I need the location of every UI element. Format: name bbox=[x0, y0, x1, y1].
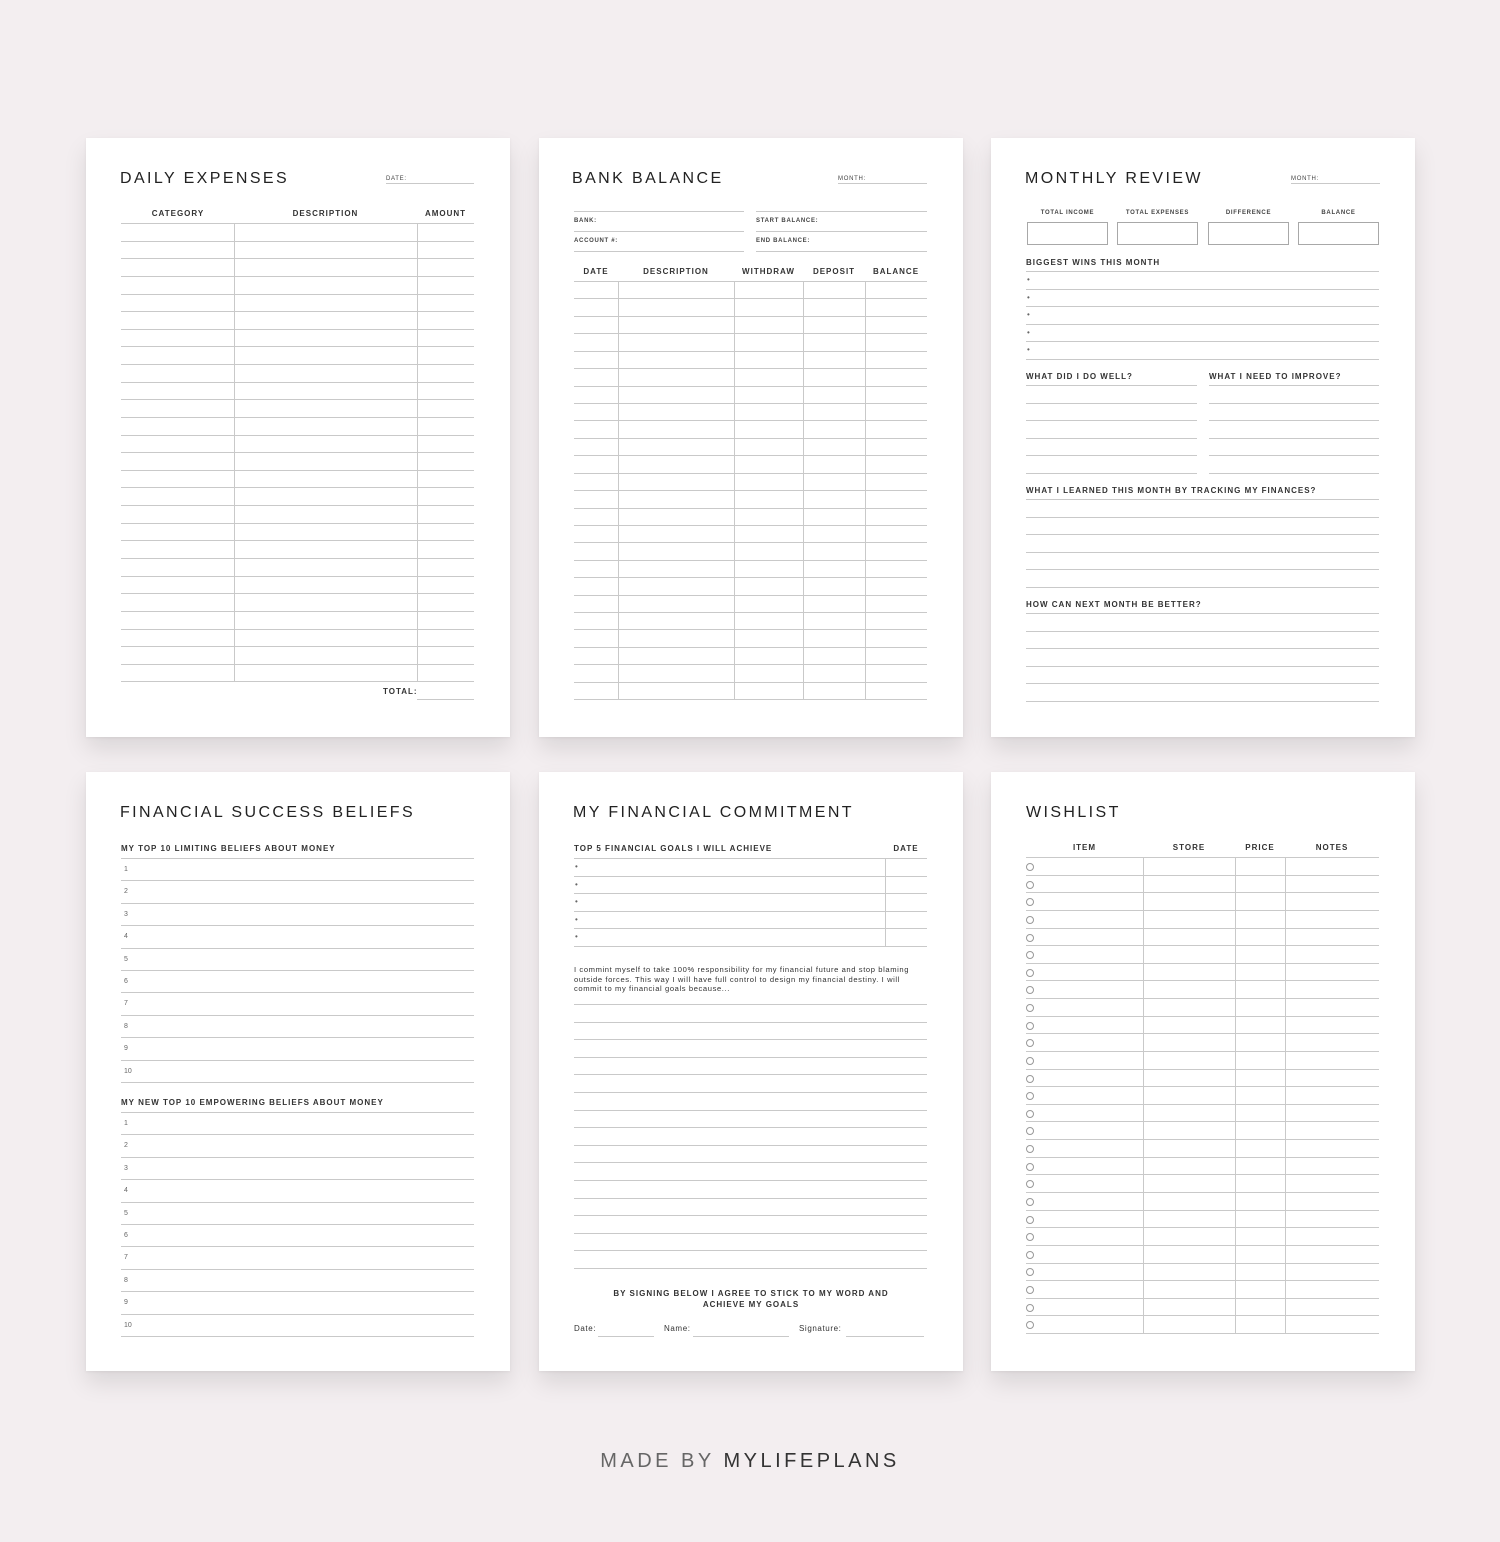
month-label: MONTH: bbox=[1291, 176, 1319, 182]
wishlist-row-line[interactable] bbox=[1026, 1263, 1379, 1264]
win-line[interactable] bbox=[1026, 359, 1379, 360]
wishlist-row-line[interactable] bbox=[1026, 1192, 1379, 1193]
checkbox-circle[interactable] bbox=[1026, 1251, 1034, 1259]
belief-number: 1 bbox=[124, 866, 128, 873]
belief-number: 8 bbox=[124, 1276, 128, 1284]
column-divider bbox=[417, 223, 418, 681]
table-row-line[interactable] bbox=[574, 298, 927, 299]
column-header-description: DESCRIPTION bbox=[292, 209, 359, 218]
belief-number: 6 bbox=[124, 1232, 128, 1239]
goal-bullet: • bbox=[575, 932, 578, 942]
footer-brand: MYLIFEPLANS bbox=[723, 1450, 900, 1472]
next-month-label: HOW CAN NEXT MONTH BE BETTER? bbox=[1026, 600, 1202, 609]
date-field-label: Date: bbox=[574, 1324, 597, 1333]
belief-number: 6 bbox=[124, 978, 128, 985]
signature-line[interactable] bbox=[846, 1336, 924, 1337]
date-signature-line[interactable] bbox=[598, 1336, 654, 1337]
divider bbox=[574, 211, 744, 212]
checkbox-circle[interactable] bbox=[1026, 1004, 1034, 1012]
table-row-line[interactable] bbox=[574, 699, 927, 700]
table-row-line[interactable] bbox=[121, 399, 474, 400]
wishlist-row-line[interactable] bbox=[1026, 1210, 1379, 1211]
month-line[interactable] bbox=[1291, 183, 1380, 184]
difference-box[interactable] bbox=[1208, 222, 1289, 245]
goal-line[interactable] bbox=[574, 858, 927, 859]
commitment-line[interactable] bbox=[574, 1110, 927, 1111]
commitment-line[interactable] bbox=[574, 1180, 927, 1181]
win-bullet: • bbox=[1027, 292, 1030, 302]
checkbox-circle[interactable] bbox=[1026, 1039, 1034, 1047]
total-label: TOTAL: bbox=[383, 687, 418, 696]
belief-line[interactable] bbox=[121, 1269, 474, 1270]
table-row-line[interactable] bbox=[121, 346, 474, 347]
column-header-amount: AMOUNT bbox=[424, 209, 467, 218]
wishlist-row-line[interactable] bbox=[1026, 857, 1379, 858]
belief-line[interactable] bbox=[121, 880, 474, 881]
table-row-line[interactable] bbox=[121, 629, 474, 630]
commitment-line[interactable] bbox=[574, 1145, 927, 1146]
win-bullet: • bbox=[1027, 327, 1030, 337]
win-line[interactable] bbox=[1026, 324, 1379, 325]
commitment-line[interactable] bbox=[574, 1162, 927, 1163]
checkbox-circle[interactable] bbox=[1026, 863, 1034, 871]
next-month-line[interactable] bbox=[1026, 666, 1379, 667]
checkbox-circle[interactable] bbox=[1026, 1022, 1034, 1030]
belief-line[interactable] bbox=[121, 1224, 474, 1225]
column-header-description: DESCRIPTION bbox=[643, 267, 709, 276]
table-row-line[interactable] bbox=[574, 490, 927, 491]
commitment-line[interactable] bbox=[574, 1198, 927, 1199]
column-divider bbox=[234, 223, 235, 681]
belief-line[interactable] bbox=[121, 1015, 474, 1016]
commitment-line[interactable] bbox=[574, 1092, 927, 1093]
table-row-line[interactable] bbox=[121, 241, 474, 242]
wishlist-row-line[interactable] bbox=[1026, 928, 1379, 929]
belief-line[interactable] bbox=[121, 1314, 474, 1315]
table-row-line[interactable] bbox=[121, 540, 474, 541]
page-title: MONTHLY REVIEW bbox=[1025, 170, 1203, 187]
monthly-review-page bbox=[991, 138, 1415, 737]
belief-number: 9 bbox=[124, 1299, 128, 1307]
win-line[interactable] bbox=[1026, 341, 1379, 342]
table-row-line[interactable] bbox=[121, 435, 474, 436]
start-balance-line[interactable] bbox=[756, 231, 927, 232]
wishlist-row-line[interactable] bbox=[1026, 1245, 1379, 1246]
table-row-line[interactable] bbox=[574, 473, 927, 474]
column-header-price: PRICE bbox=[1245, 843, 1275, 852]
checkbox-circle[interactable] bbox=[1026, 969, 1034, 977]
wishlist-row-line[interactable] bbox=[1026, 910, 1379, 911]
wishlist-row-line[interactable] bbox=[1026, 1016, 1379, 1017]
did-well-line[interactable] bbox=[1026, 420, 1197, 421]
checkbox-circle[interactable] bbox=[1026, 916, 1034, 924]
belief-number: 4 bbox=[124, 1187, 128, 1195]
table-row-line[interactable] bbox=[121, 417, 474, 418]
table-row-line[interactable] bbox=[121, 294, 474, 295]
belief-line[interactable] bbox=[121, 1336, 474, 1337]
goal-line[interactable] bbox=[574, 928, 927, 929]
wishlist-row-line[interactable] bbox=[1026, 1280, 1379, 1281]
improve-line[interactable] bbox=[1209, 420, 1379, 421]
improve-label: WHAT I NEED TO IMPROVE? bbox=[1209, 372, 1342, 381]
checkbox-circle[interactable] bbox=[1026, 1145, 1034, 1153]
belief-line[interactable] bbox=[121, 1157, 474, 1158]
learned-line[interactable] bbox=[1026, 499, 1379, 500]
checkbox-circle[interactable] bbox=[1026, 1057, 1034, 1065]
did-well-line[interactable] bbox=[1026, 438, 1197, 439]
column-divider bbox=[618, 281, 619, 699]
belief-number: 10 bbox=[124, 1067, 132, 1075]
wishlist-row-line[interactable] bbox=[1026, 1157, 1379, 1158]
belief-line[interactable] bbox=[121, 1060, 474, 1061]
date-label: DATE: bbox=[386, 176, 407, 182]
wishlist-row-line[interactable] bbox=[1026, 1121, 1379, 1122]
table-row-line[interactable] bbox=[574, 612, 927, 613]
wishlist-row-line[interactable] bbox=[1026, 1033, 1379, 1034]
wishlist-row-line[interactable] bbox=[1026, 875, 1379, 876]
win-line[interactable] bbox=[1026, 271, 1379, 272]
belief-number: 4 bbox=[124, 933, 128, 941]
column-header-category: CATEGORY bbox=[151, 209, 205, 218]
checkbox-circle[interactable] bbox=[1026, 898, 1034, 906]
next-month-line[interactable] bbox=[1026, 613, 1379, 614]
table-row-line[interactable] bbox=[574, 316, 927, 317]
belief-number: 1 bbox=[124, 1120, 128, 1127]
commitment-line[interactable] bbox=[574, 1074, 927, 1075]
table-row-line[interactable] bbox=[574, 647, 927, 648]
goals-date-header: DATE bbox=[893, 844, 919, 853]
commitment-line[interactable] bbox=[574, 1039, 927, 1040]
belief-line[interactable] bbox=[121, 1202, 474, 1203]
belief-line[interactable] bbox=[121, 1134, 474, 1135]
belief-line[interactable] bbox=[121, 1082, 474, 1083]
date-line[interactable] bbox=[386, 183, 474, 184]
belief-line[interactable] bbox=[121, 1037, 474, 1038]
table-row-line[interactable] bbox=[121, 364, 474, 365]
belief-number: 7 bbox=[124, 1000, 128, 1008]
biggest-wins-label: BIGGEST WINS THIS MONTH bbox=[1026, 258, 1161, 267]
belief-line[interactable] bbox=[121, 925, 474, 926]
success-beliefs-page bbox=[86, 772, 510, 1371]
did-well-line[interactable] bbox=[1026, 385, 1197, 386]
learned-line[interactable] bbox=[1026, 569, 1379, 570]
belief-number: 2 bbox=[124, 1142, 128, 1150]
belief-line[interactable] bbox=[121, 992, 474, 993]
table-row-line[interactable] bbox=[121, 664, 474, 665]
improve-line[interactable] bbox=[1209, 403, 1379, 404]
commitment-line[interactable] bbox=[574, 1250, 927, 1251]
table-row-line[interactable] bbox=[574, 664, 927, 665]
improve-line[interactable] bbox=[1209, 438, 1379, 439]
table-row-line[interactable] bbox=[121, 487, 474, 488]
bank-line[interactable] bbox=[574, 231, 744, 232]
table-row-line[interactable] bbox=[121, 382, 474, 383]
wishlist-row-line[interactable] bbox=[1026, 1086, 1379, 1087]
table-row-line[interactable] bbox=[121, 223, 474, 224]
belief-line[interactable] bbox=[121, 858, 474, 859]
did-well-line[interactable] bbox=[1026, 403, 1197, 404]
column-divider bbox=[734, 281, 735, 699]
learned-line[interactable] bbox=[1026, 552, 1379, 553]
table-row-line[interactable] bbox=[121, 505, 474, 506]
table-row-line[interactable] bbox=[574, 368, 927, 369]
table-row-line[interactable] bbox=[121, 611, 474, 612]
next-month-line[interactable] bbox=[1026, 701, 1379, 702]
checkbox-circle[interactable] bbox=[1026, 1198, 1034, 1206]
improve-line[interactable] bbox=[1209, 473, 1379, 474]
footer-credit bbox=[0, 1450, 1500, 1473]
column-divider bbox=[1285, 857, 1286, 1334]
table-row-line[interactable] bbox=[574, 560, 927, 561]
daily-expenses-page bbox=[86, 138, 510, 737]
wishlist-page bbox=[991, 772, 1415, 1371]
belief-line[interactable] bbox=[121, 1112, 474, 1113]
table-row-line[interactable] bbox=[121, 452, 474, 453]
wishlist-row-line[interactable] bbox=[1026, 1298, 1379, 1299]
column-divider bbox=[885, 858, 886, 946]
month-label: MONTH: bbox=[838, 176, 866, 182]
wishlist-row-line[interactable] bbox=[1026, 1227, 1379, 1228]
bank-balance-page bbox=[539, 138, 963, 737]
improve-line[interactable] bbox=[1209, 455, 1379, 456]
start-balance-label: START BALANCE: bbox=[756, 218, 819, 224]
balance-label: BALANCE bbox=[1321, 210, 1356, 216]
column-header-withdraw: WITHDRAW bbox=[742, 267, 795, 276]
wishlist-row-line[interactable] bbox=[1026, 998, 1379, 999]
table-row-line[interactable] bbox=[574, 577, 927, 578]
belief-line[interactable] bbox=[121, 970, 474, 971]
next-month-line[interactable] bbox=[1026, 631, 1379, 632]
total-income-box[interactable] bbox=[1027, 222, 1108, 245]
column-divider bbox=[803, 281, 804, 699]
checkbox-circle[interactable] bbox=[1026, 1180, 1034, 1188]
page-title: WISHLIST bbox=[1026, 804, 1121, 821]
wishlist-row-line[interactable] bbox=[1026, 1139, 1379, 1140]
win-line[interactable] bbox=[1026, 289, 1379, 290]
column-divider bbox=[865, 281, 866, 699]
goal-line[interactable] bbox=[574, 911, 927, 912]
column-divider bbox=[1235, 857, 1236, 1334]
column-header-date: DATE bbox=[583, 267, 609, 276]
learned-line[interactable] bbox=[1026, 587, 1379, 588]
commitment-paragraph: I commint myself to take 100% responsibility for my financial future and stop blaming outside forces. This way I will have full control to design my financial destiny. I will commit to my financial goals because... bbox=[574, 965, 910, 993]
learned-line[interactable] bbox=[1026, 517, 1379, 518]
checkbox-circle[interactable] bbox=[1026, 1268, 1034, 1276]
checkbox-circle[interactable] bbox=[1026, 1075, 1034, 1083]
checkbox-circle[interactable] bbox=[1026, 1286, 1034, 1294]
belief-line[interactable] bbox=[121, 1179, 474, 1180]
footer-prefix: MADE BY bbox=[600, 1450, 715, 1472]
table-row-line[interactable] bbox=[121, 593, 474, 594]
commitment-line[interactable] bbox=[574, 1022, 927, 1023]
column-divider bbox=[1143, 857, 1144, 1334]
table-row-line[interactable] bbox=[574, 455, 927, 456]
did-well-line[interactable] bbox=[1026, 473, 1197, 474]
table-row-line[interactable] bbox=[121, 276, 474, 277]
improve-line[interactable] bbox=[1209, 385, 1379, 386]
checkbox-circle[interactable] bbox=[1026, 1233, 1034, 1241]
belief-number: 10 bbox=[124, 1321, 132, 1329]
checkbox-circle[interactable] bbox=[1026, 1110, 1034, 1118]
table-row-line[interactable] bbox=[121, 329, 474, 330]
table-row-line[interactable] bbox=[121, 681, 474, 682]
empowering-beliefs-label: MY NEW TOP 10 EMPOWERING BELIEFS ABOUT MONEY bbox=[121, 1098, 384, 1107]
bank-label: BANK: bbox=[574, 218, 597, 224]
wishlist-row-line[interactable] bbox=[1026, 963, 1379, 964]
commitment-line[interactable] bbox=[574, 1127, 927, 1128]
win-bullet: • bbox=[1027, 275, 1030, 284]
column-header-store: STORE bbox=[1172, 843, 1206, 852]
table-row-line[interactable] bbox=[574, 595, 927, 596]
wishlist-row-line[interactable] bbox=[1026, 1069, 1379, 1070]
table-row-line[interactable] bbox=[121, 646, 474, 647]
wishlist-row-line[interactable] bbox=[1026, 1104, 1379, 1105]
belief-number: 3 bbox=[124, 1164, 128, 1172]
table-row-line[interactable] bbox=[574, 682, 927, 683]
column-header-deposit: DEPOSIT bbox=[812, 267, 856, 276]
goals-label: TOP 5 FINANCIAL GOALS I WILL ACHIEVE bbox=[574, 844, 773, 853]
checkbox-circle[interactable] bbox=[1026, 1092, 1034, 1100]
end-balance-line[interactable] bbox=[756, 251, 927, 252]
account-line[interactable] bbox=[574, 251, 744, 252]
wishlist-row-line[interactable] bbox=[1026, 892, 1379, 893]
checkbox-circle[interactable] bbox=[1026, 1304, 1034, 1312]
wishlist-row-line[interactable] bbox=[1026, 1051, 1379, 1052]
belief-line[interactable] bbox=[121, 903, 474, 904]
table-row-line[interactable] bbox=[121, 523, 474, 524]
total-line[interactable] bbox=[417, 699, 474, 700]
table-row-line[interactable] bbox=[574, 281, 927, 282]
checkbox-circle[interactable] bbox=[1026, 1127, 1034, 1135]
total-income-label: TOTAL INCOME bbox=[1040, 210, 1095, 216]
goal-bullet: • bbox=[575, 897, 578, 907]
signing-statement: BY SIGNING BELOW I AGREE TO STICK TO MY WORD AND ACHIEVE MY GOALS bbox=[613, 1289, 889, 1309]
belief-number: 3 bbox=[124, 910, 128, 918]
goal-line[interactable] bbox=[574, 893, 927, 894]
table-row-line[interactable] bbox=[574, 508, 927, 509]
win-bullet: • bbox=[1027, 345, 1030, 355]
table-row-line[interactable] bbox=[574, 438, 927, 439]
column-header-notes: NOTES bbox=[1315, 843, 1349, 852]
did-well-label: WHAT DID I DO WELL? bbox=[1026, 372, 1133, 381]
page-title: MY FINANCIAL COMMITMENT bbox=[573, 804, 854, 821]
checkbox-circle[interactable] bbox=[1026, 1321, 1034, 1329]
name-field-label: Name: bbox=[664, 1324, 691, 1333]
goal-line[interactable] bbox=[574, 946, 927, 947]
wishlist-row-line[interactable] bbox=[1026, 945, 1379, 946]
table-row-line[interactable] bbox=[574, 333, 927, 334]
learned-label: WHAT I LEARNED THIS MONTH BY TRACKING MY FINANCES? bbox=[1026, 486, 1317, 495]
belief-number: 2 bbox=[124, 888, 128, 896]
commitment-line[interactable] bbox=[574, 1233, 927, 1234]
divider bbox=[756, 211, 927, 212]
column-header-item: ITEM bbox=[1072, 843, 1097, 852]
checkbox-circle[interactable] bbox=[1026, 934, 1034, 942]
checkbox-circle[interactable] bbox=[1026, 986, 1034, 994]
signature-field-label: Signature: bbox=[799, 1324, 842, 1333]
checkbox-circle[interactable] bbox=[1026, 1216, 1034, 1224]
belief-number: 7 bbox=[124, 1254, 128, 1262]
table-row-line[interactable] bbox=[121, 576, 474, 577]
column-header-balance: BALANCE bbox=[872, 267, 920, 276]
belief-line[interactable] bbox=[121, 1291, 474, 1292]
goal-bullet: • bbox=[575, 862, 578, 871]
page-title: BANK BALANCE bbox=[572, 170, 724, 187]
wishlist-row-line[interactable] bbox=[1026, 980, 1379, 981]
month-line[interactable] bbox=[838, 183, 927, 184]
page-title: FINANCIAL SUCCESS BELIEFS bbox=[120, 804, 416, 821]
goal-bullet: • bbox=[575, 914, 578, 924]
wishlist-row-line[interactable] bbox=[1026, 1315, 1379, 1316]
table-row-line[interactable] bbox=[574, 629, 927, 630]
goal-line[interactable] bbox=[574, 876, 927, 877]
wishlist-row-line[interactable] bbox=[1026, 1333, 1379, 1334]
table-row-line[interactable] bbox=[121, 258, 474, 259]
limiting-beliefs-label: MY TOP 10 LIMITING BELIEFS ABOUT MONEY bbox=[121, 844, 336, 853]
checkbox-circle[interactable] bbox=[1026, 951, 1034, 959]
win-bullet: • bbox=[1027, 310, 1030, 320]
table-row-line[interactable] bbox=[121, 470, 474, 471]
table-row-line[interactable] bbox=[121, 558, 474, 559]
table-row-line[interactable] bbox=[574, 386, 927, 387]
name-signature-line[interactable] bbox=[693, 1336, 789, 1337]
commitment-line[interactable] bbox=[574, 1215, 927, 1216]
goal-bullet: • bbox=[575, 879, 578, 889]
table-row-line[interactable] bbox=[121, 311, 474, 312]
belief-number: 9 bbox=[124, 1045, 128, 1053]
belief-number: 8 bbox=[124, 1022, 128, 1030]
checkbox-circle[interactable] bbox=[1026, 1163, 1034, 1171]
balance-box[interactable] bbox=[1298, 222, 1379, 245]
account-label: ACCOUNT #: bbox=[574, 238, 618, 244]
end-balance-label: END BALANCE: bbox=[756, 238, 811, 244]
table-row-line[interactable] bbox=[574, 542, 927, 543]
belief-number: 5 bbox=[124, 1209, 128, 1217]
commitment-line[interactable] bbox=[574, 1004, 927, 1005]
table-row-line[interactable] bbox=[574, 351, 927, 352]
belief-line[interactable] bbox=[121, 948, 474, 949]
total-expenses-box[interactable] bbox=[1117, 222, 1198, 245]
checkbox-circle[interactable] bbox=[1026, 881, 1034, 889]
page-title: DAILY EXPENSES bbox=[120, 170, 290, 187]
commitment-line[interactable] bbox=[574, 1057, 927, 1058]
did-well-line[interactable] bbox=[1026, 455, 1197, 456]
total-expenses-label: TOTAL EXPENSES bbox=[1125, 210, 1190, 216]
next-month-line[interactable] bbox=[1026, 683, 1379, 684]
difference-label: DIFFERENCE bbox=[1225, 210, 1272, 216]
win-line[interactable] bbox=[1026, 306, 1379, 307]
financial-commitment-page bbox=[539, 772, 963, 1371]
belief-line[interactable] bbox=[121, 1246, 474, 1247]
table-row-line[interactable] bbox=[574, 420, 927, 421]
next-month-line[interactable] bbox=[1026, 648, 1379, 649]
commitment-line[interactable] bbox=[574, 1268, 927, 1269]
belief-number: 5 bbox=[124, 955, 128, 963]
table-row-line[interactable] bbox=[574, 403, 927, 404]
learned-line[interactable] bbox=[1026, 534, 1379, 535]
table-row-line[interactable] bbox=[574, 525, 927, 526]
wishlist-row-line[interactable] bbox=[1026, 1174, 1379, 1175]
